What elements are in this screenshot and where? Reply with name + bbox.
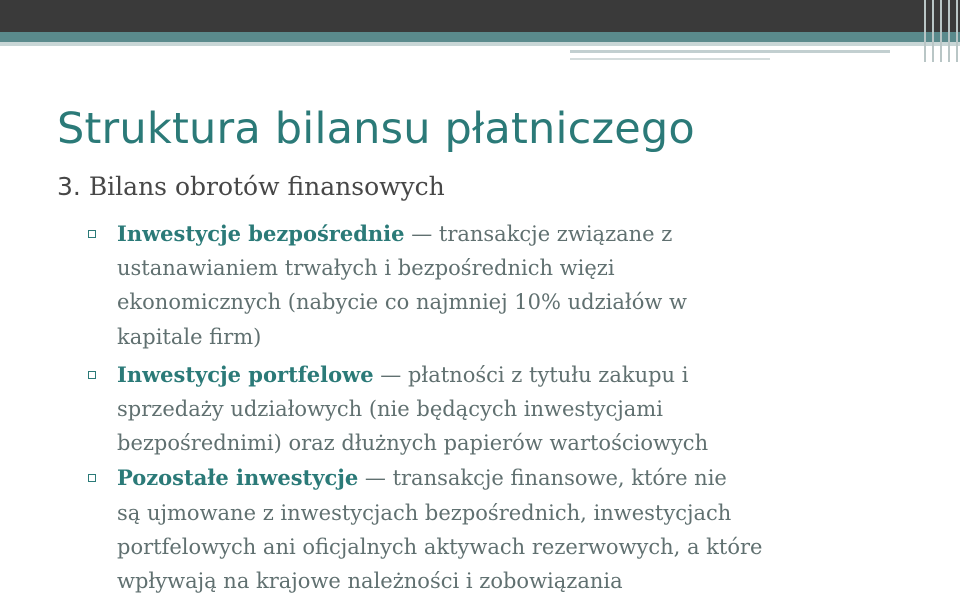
item-text-line: wpływają na krajowe należności i zobowiązania xyxy=(117,569,623,594)
item-text-line: — transakcje związane z xyxy=(411,222,673,246)
item-text-line: — transakcje finansowe, które nie xyxy=(364,466,727,491)
item-text-line: ustanawianiem trwałych i bezpośrednich więzi xyxy=(117,256,615,281)
header-band-teal xyxy=(0,32,960,42)
header-stripes xyxy=(920,0,960,62)
item-text-line: są ujmowane z inwestycjach bezpośrednich, inwestycjach xyxy=(117,500,732,525)
item-text-line: kapitale firm) xyxy=(117,324,262,349)
slide-title: Struktura bilansu płatniczego xyxy=(57,104,695,154)
list-item xyxy=(88,358,898,461)
section-number: 3. xyxy=(57,172,81,201)
list-item xyxy=(88,461,898,598)
item-text-line: ekonomicznych (nabycie co najmniej 10% udziałów w xyxy=(117,290,687,315)
square-bullet-icon xyxy=(88,230,96,238)
item-text-line: portfelowych ani oficjalnych aktywach rezerwowych, a które xyxy=(117,534,763,559)
item-term: Inwestycje bezpośrednie xyxy=(117,221,405,246)
header-band-dark xyxy=(0,0,960,32)
item-text-line: bezpośrednimi) oraz dłużnych papierów wartościowych xyxy=(117,431,709,456)
header-band-light xyxy=(0,42,960,46)
item-text-line: sprzedaży udziałowych (nie będących inwestycjami xyxy=(117,397,663,422)
item-term: Pozostałe inwestycje xyxy=(117,465,359,491)
header-accent-line xyxy=(570,50,890,53)
section-heading xyxy=(57,172,445,201)
item-term: Inwestycje portfelowe xyxy=(117,361,374,387)
bullet-list xyxy=(88,217,898,598)
item-text-line: — płatności z tytułu zakupu i xyxy=(380,362,689,387)
list-item xyxy=(88,217,898,354)
section-heading-text: Bilans obrotów finansowych xyxy=(88,172,445,201)
square-bullet-icon xyxy=(88,474,96,482)
header-accent-line-2 xyxy=(570,58,770,60)
square-bullet-icon xyxy=(88,371,96,379)
